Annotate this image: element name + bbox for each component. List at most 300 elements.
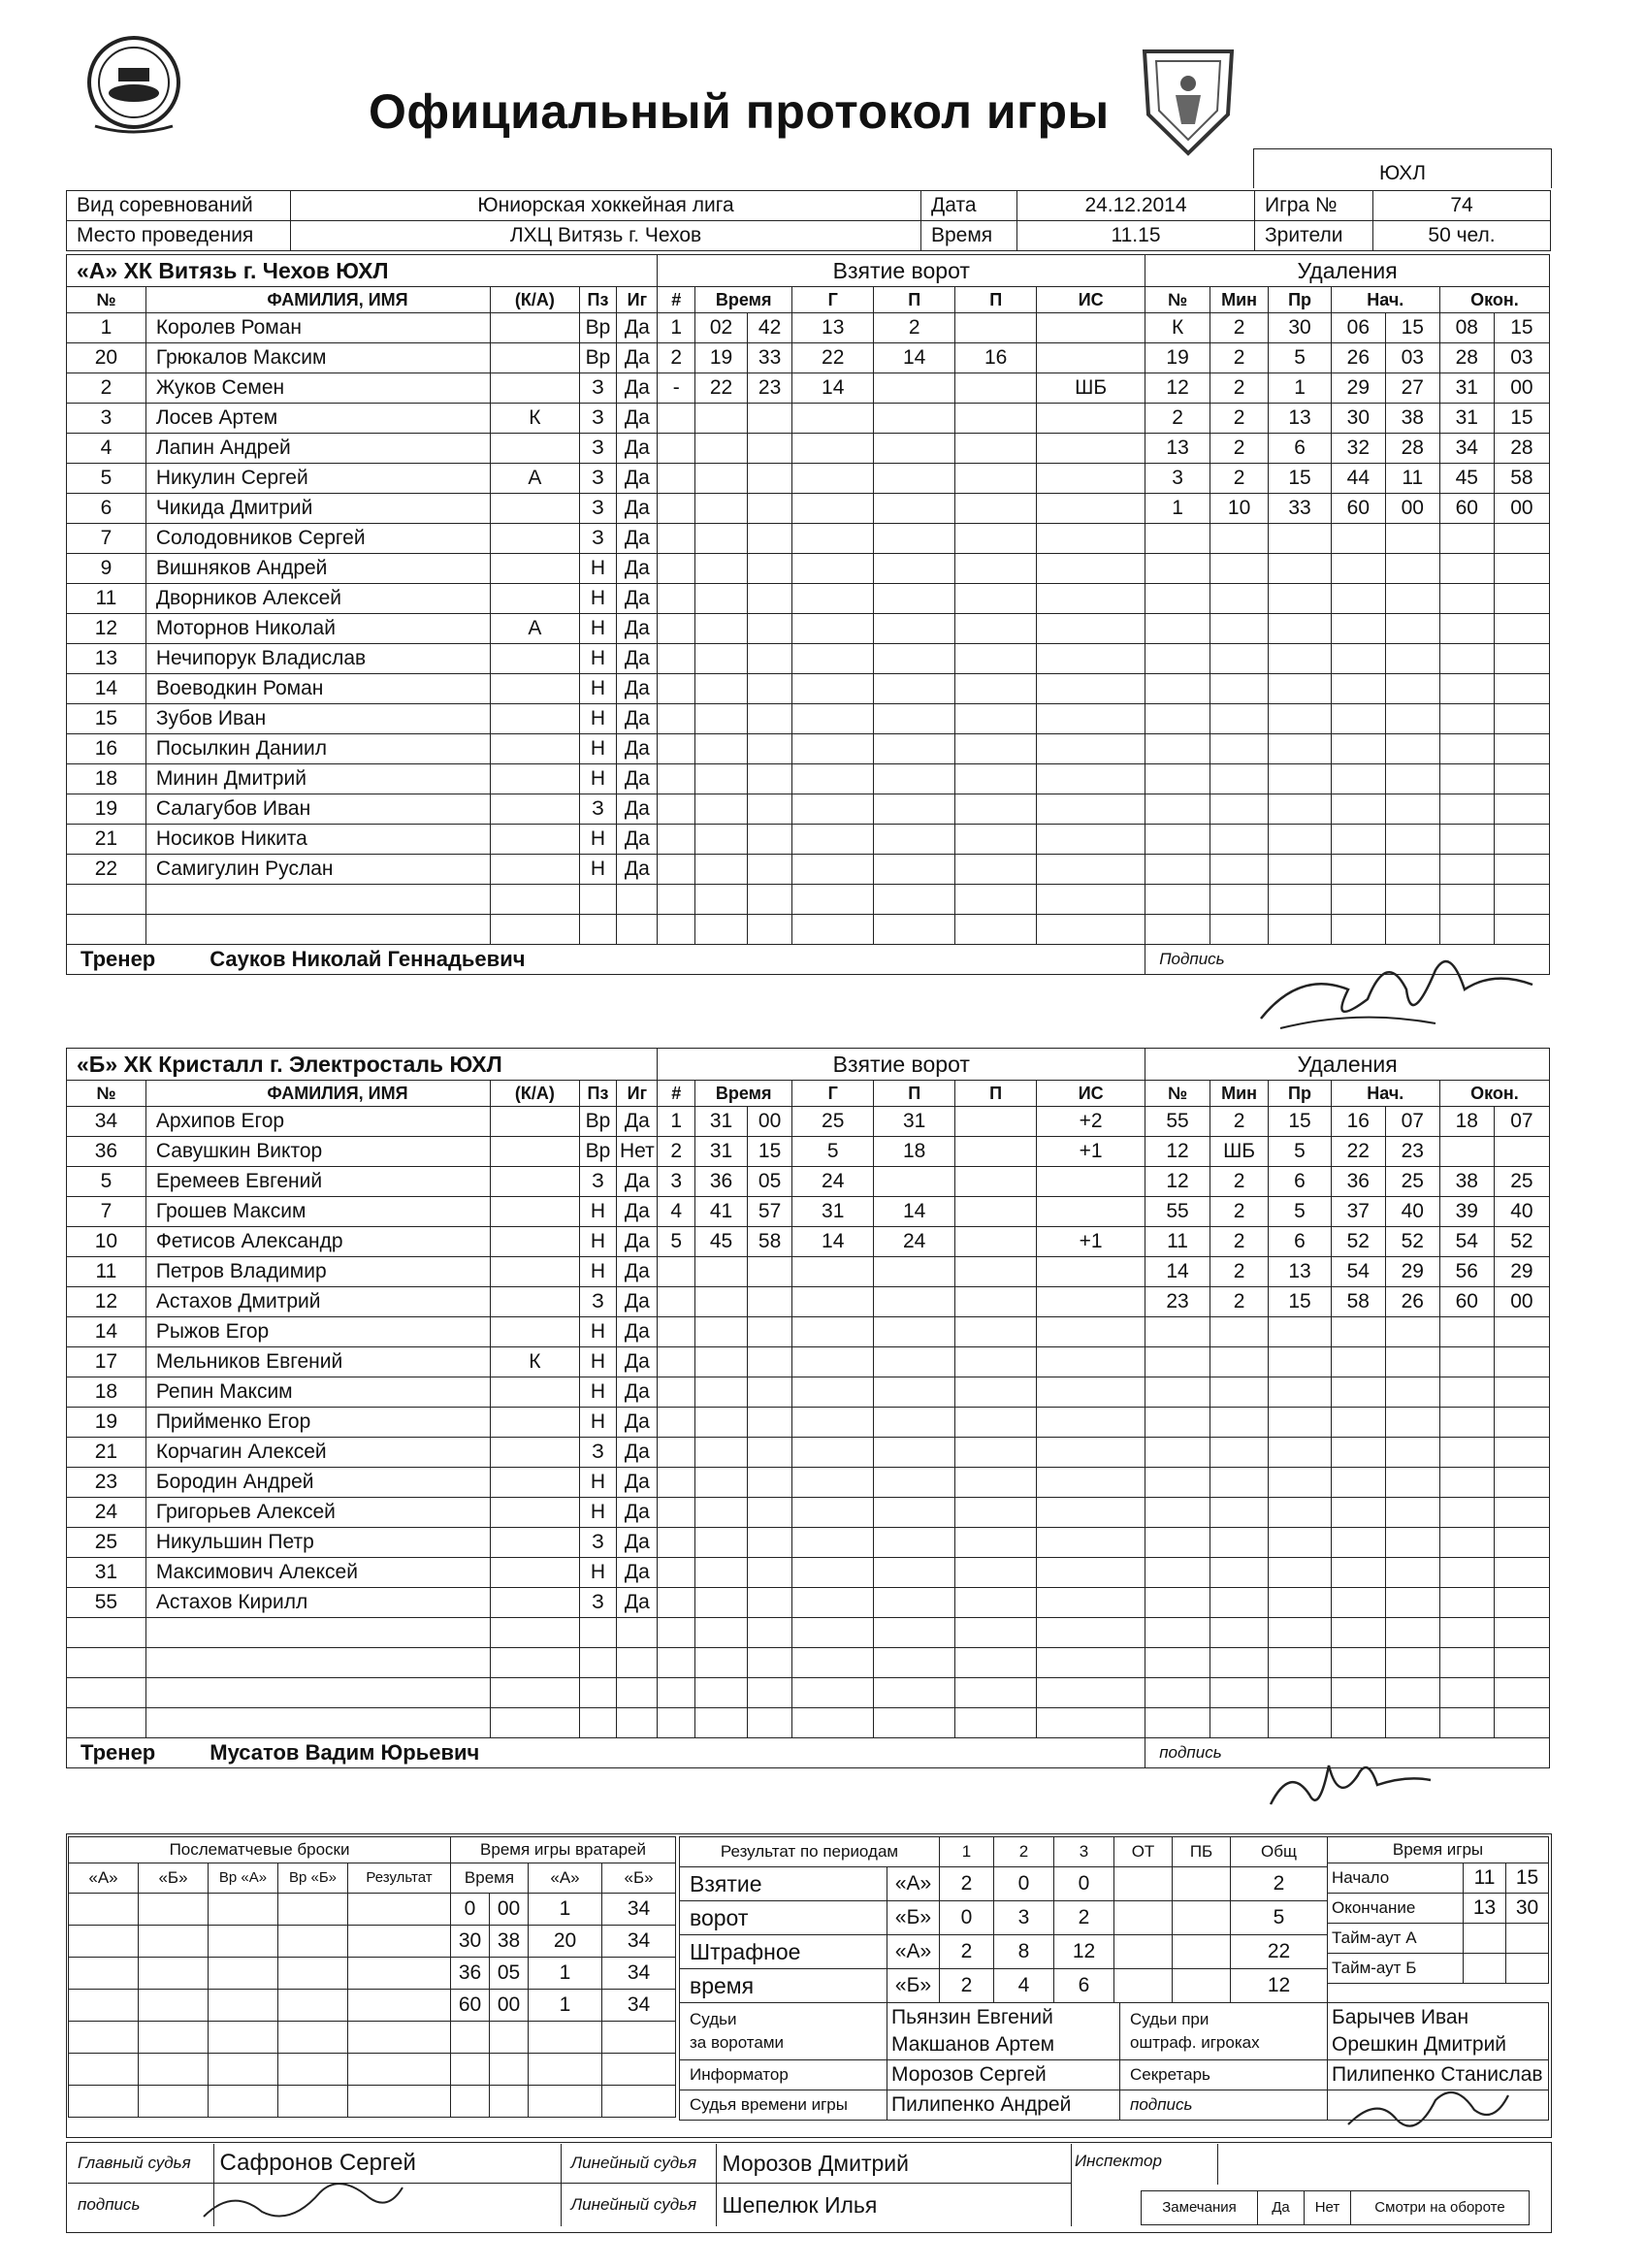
- shootout-title: Послематчевые броски: [69, 1837, 451, 1863]
- goal-scorer: 14: [792, 373, 874, 404]
- col-pen-reason: Пр: [1269, 1081, 1332, 1107]
- goal-scorer: [792, 554, 874, 584]
- penalty-start-min: 36: [1331, 1167, 1385, 1197]
- goal-situation: [1037, 644, 1145, 674]
- penalty-reason: 5: [1269, 343, 1332, 373]
- goal-assist-2: [955, 584, 1037, 614]
- col-goal-scorer: Г: [792, 287, 874, 313]
- timeout-b-m: [1506, 1954, 1549, 1984]
- period-col-ot: ОТ: [1114, 1837, 1173, 1867]
- shootout-row: [69, 1894, 451, 1926]
- penalty-end-min: [1439, 1528, 1494, 1558]
- goal-number: 1: [658, 1107, 695, 1137]
- penalty-minutes: [1210, 554, 1268, 584]
- table-row: [67, 1498, 1550, 1528]
- penalty-minutes: 2: [1210, 1287, 1268, 1317]
- period-col-2: 2: [994, 1837, 1054, 1867]
- player-number: 18: [67, 1377, 146, 1408]
- coach-name: Сауков Николай Геннадьевич: [210, 947, 526, 971]
- penalty-minutes: [1210, 1708, 1268, 1738]
- shootout-cell: [69, 1990, 139, 2022]
- penalty-reason: [1269, 1438, 1332, 1468]
- goal-assist-1: [874, 494, 955, 524]
- penalty-start-sec: [1385, 1708, 1439, 1738]
- shootout-col-a: «А»: [69, 1863, 139, 1894]
- penalty-reason: [1269, 764, 1332, 794]
- penalty-minutes: ШБ: [1210, 1137, 1268, 1167]
- goal-scorer: [792, 1377, 874, 1408]
- goal-judge-2: Макшанов Артем: [891, 2033, 1055, 2056]
- goal-assist-2: [955, 313, 1037, 343]
- period-value: 12: [1054, 1935, 1114, 1969]
- table-row: [67, 1708, 1550, 1738]
- goal-situation: +1: [1037, 1227, 1145, 1257]
- goal-number: [658, 464, 695, 494]
- goal-second: [747, 1648, 791, 1678]
- table-row: [67, 313, 1550, 343]
- penalty-start-sec: [1385, 1528, 1439, 1558]
- player-played: Да: [617, 704, 658, 734]
- period-value: 0: [994, 1867, 1054, 1901]
- player-role: [491, 1137, 580, 1167]
- penalty-start-sec: 00: [1385, 494, 1439, 524]
- penalty-minutes: [1210, 1317, 1268, 1347]
- goal-assist-2: [955, 1438, 1037, 1468]
- penalty-minutes: [1210, 794, 1268, 825]
- goal-second: [747, 794, 791, 825]
- penalty-end-sec: [1494, 764, 1549, 794]
- penalty-player: [1145, 674, 1210, 704]
- penalty-end-min: 18: [1439, 1107, 1494, 1137]
- table-row: [67, 524, 1550, 554]
- penalty-player: [1145, 734, 1210, 764]
- goal-assist-2: [955, 1257, 1037, 1287]
- period-row: [680, 1901, 1328, 1935]
- penalty-player: [1145, 915, 1210, 945]
- penalty-start-sec: 15: [1385, 313, 1439, 343]
- player-number: 1: [67, 313, 146, 343]
- penalties-section-title: Удаления: [1145, 1049, 1550, 1081]
- penalty-start-min: [1331, 1708, 1385, 1738]
- player-position: З: [579, 794, 617, 825]
- goal-assist-2: [955, 1528, 1037, 1558]
- penalty-reason: [1269, 1498, 1332, 1528]
- secretary-name: Пилипенко Станислав: [1328, 2060, 1549, 2090]
- goal-assist-2: [955, 1498, 1037, 1528]
- player-name: Савушкин Виктор: [145, 1137, 490, 1167]
- goal-number: [658, 855, 695, 885]
- player-role: [491, 704, 580, 734]
- shootout-cell: [209, 2086, 278, 2118]
- goal-second: 42: [747, 313, 791, 343]
- penalty-minutes: 2: [1210, 373, 1268, 404]
- player-name: Моторнов Николай: [145, 614, 490, 644]
- goal-assist-2: [955, 1618, 1037, 1648]
- goal-second: [747, 885, 791, 915]
- player-number: 25: [67, 1528, 146, 1558]
- penalty-minutes: [1210, 764, 1268, 794]
- player-number: 17: [67, 1347, 146, 1377]
- goal-assist-1: [874, 1468, 955, 1498]
- player-role: [491, 1558, 580, 1588]
- goal-situation: [1037, 1197, 1145, 1227]
- player-played: Да: [617, 855, 658, 885]
- penalty-minutes: [1210, 704, 1268, 734]
- table-row: [67, 734, 1550, 764]
- shootout-row: [69, 1990, 451, 2022]
- goal-situation: [1037, 1438, 1145, 1468]
- goal-assist-2: [955, 1347, 1037, 1377]
- penalty-player: [1145, 614, 1210, 644]
- goal-scorer: [792, 1618, 874, 1648]
- gk-row: [451, 2054, 676, 2086]
- goal-second: [747, 764, 791, 794]
- goal-assist-1: 14: [874, 1197, 955, 1227]
- gk-team-a: 1: [529, 1990, 602, 2022]
- player-name: Нечипорук Владислав: [145, 644, 490, 674]
- penalty-start-min: [1331, 885, 1385, 915]
- shootout-cell: [278, 1926, 348, 1958]
- penalty-end-min: [1439, 1618, 1494, 1648]
- penalty-reason: 5: [1269, 1137, 1332, 1167]
- goal-assist-2: 16: [955, 343, 1037, 373]
- penalty-player: [1145, 1648, 1210, 1678]
- goal-minute: [695, 1528, 748, 1558]
- penalty-minutes: [1210, 855, 1268, 885]
- penalty-minutes: 2: [1210, 404, 1268, 434]
- player-position: З: [579, 1588, 617, 1618]
- goal-minute: [695, 704, 748, 734]
- goal-number: 3: [658, 1167, 695, 1197]
- gk-team-a: 20: [529, 1926, 602, 1958]
- linesman-label-1: Линейный судья: [561, 2144, 716, 2184]
- penalty-minutes: 2: [1210, 434, 1268, 464]
- player-number: 2: [67, 373, 146, 404]
- see-back-label: Смотри на обороте: [1351, 2191, 1530, 2225]
- table-row: [67, 373, 1550, 404]
- goal-second: [747, 434, 791, 464]
- player-name: Фетисов Александр: [145, 1227, 490, 1257]
- player-number: 22: [67, 855, 146, 885]
- goal-number: [658, 644, 695, 674]
- gk-second: [490, 2054, 529, 2086]
- gk-team-b: 34: [602, 1926, 676, 1958]
- player-role: А: [491, 464, 580, 494]
- goal-number: [658, 1618, 695, 1648]
- player-played: Да: [617, 494, 658, 524]
- penalty-end-min: [1439, 1648, 1494, 1678]
- penalty-reason: [1269, 1317, 1332, 1347]
- player-name: Вишняков Андрей: [145, 554, 490, 584]
- player-played: Да: [617, 614, 658, 644]
- goal-minute: [695, 1678, 748, 1708]
- goal-assist-1: [874, 1618, 955, 1648]
- timeout-b-h: [1464, 1954, 1506, 1984]
- team-b-table: [66, 1048, 1550, 1768]
- player-name: Чикида Дмитрий: [145, 494, 490, 524]
- timeout-a-m: [1506, 1924, 1549, 1954]
- goal-assist-1: [874, 1558, 955, 1588]
- player-role: [491, 1408, 580, 1438]
- penalty-reason: [1269, 644, 1332, 674]
- col-num: №: [67, 1081, 146, 1107]
- goal-assist-1: [874, 1377, 955, 1408]
- goal-situation: [1037, 704, 1145, 734]
- goal-second: [747, 1347, 791, 1377]
- player-number: 11: [67, 1257, 146, 1287]
- player-position: Н: [579, 644, 617, 674]
- player-role: [491, 644, 580, 674]
- goal-scorer: [792, 1708, 874, 1738]
- penalty-start-min: 37: [1331, 1197, 1385, 1227]
- period-col-1: 1: [940, 1837, 994, 1867]
- penalty-end-sec: 25: [1494, 1167, 1549, 1197]
- penalty-end-min: 08: [1439, 313, 1494, 343]
- shootout-cell: [278, 2086, 348, 2118]
- goal-assist-2: [955, 1197, 1037, 1227]
- player-played: [617, 1708, 658, 1738]
- penalty-minutes: [1210, 644, 1268, 674]
- col-pen-num: №: [1145, 287, 1210, 313]
- penalty-judge-1: Барычев Иван: [1332, 2006, 1469, 2028]
- penalty-reason: 6: [1269, 434, 1332, 464]
- goal-scorer: [792, 1498, 874, 1528]
- goal-minute: [695, 1408, 748, 1438]
- goal-second: [747, 1377, 791, 1408]
- penalty-player: 12: [1145, 1167, 1210, 1197]
- chief-referee-label: Главный судья: [68, 2144, 213, 2184]
- penalty-end-sec: 07: [1494, 1107, 1549, 1137]
- goals-label-1: Взятие: [680, 1867, 887, 1901]
- penalty-start-min: [1331, 614, 1385, 644]
- goal-minute: [695, 855, 748, 885]
- player-played: Да: [617, 313, 658, 343]
- period-team: «Б»: [887, 1969, 940, 2003]
- goal-minute: [695, 1708, 748, 1738]
- gk-row: [451, 1990, 676, 2022]
- col-pen-start: Нач.: [1331, 287, 1439, 313]
- goal-assist-1: 14: [874, 343, 955, 373]
- table-row: [67, 1588, 1550, 1618]
- player-role: [491, 734, 580, 764]
- goal-situation: [1037, 1678, 1145, 1708]
- goal-minute: [695, 1347, 748, 1377]
- penalty-minutes: [1210, 1438, 1268, 1468]
- goal-situation: [1037, 1408, 1145, 1438]
- player-number: 12: [67, 1287, 146, 1317]
- goal-second: [747, 1468, 791, 1498]
- date-label: Дата: [921, 191, 1017, 221]
- goal-assist-2: [955, 855, 1037, 885]
- gk-team-b: 34: [602, 1894, 676, 1926]
- penalty-player: 14: [1145, 1257, 1210, 1287]
- goal-assist-2: [955, 1558, 1037, 1588]
- table-row: [67, 1408, 1550, 1438]
- goal-scorer: [792, 524, 874, 554]
- player-position: З: [579, 1167, 617, 1197]
- penalty-player: [1145, 554, 1210, 584]
- period-value: 6: [1054, 1969, 1114, 2003]
- goal-assist-2: [955, 554, 1037, 584]
- penalty-start-sec: 25: [1385, 1167, 1439, 1197]
- col-goal-situation: ИС: [1037, 1081, 1145, 1107]
- goal-minute: [695, 644, 748, 674]
- goal-minute: [695, 464, 748, 494]
- penalty-end-sec: 52: [1494, 1227, 1549, 1257]
- goal-assist-2: [955, 1408, 1037, 1438]
- goal-minute: [695, 915, 748, 945]
- goal-second: [747, 1438, 791, 1468]
- player-number: 5: [67, 1167, 146, 1197]
- goal-number: 2: [658, 1137, 695, 1167]
- player-role: [491, 1257, 580, 1287]
- player-played: Да: [617, 1528, 658, 1558]
- player-number: 6: [67, 494, 146, 524]
- goal-scorer: [792, 674, 874, 704]
- goal-number: 5: [658, 1227, 695, 1257]
- player-name: Посылкин Даниил: [145, 734, 490, 764]
- goal-scorer: [792, 494, 874, 524]
- penalty-end-min: 39: [1439, 1197, 1494, 1227]
- goal-assist-2: [955, 1648, 1037, 1678]
- player-name: [145, 1708, 490, 1738]
- player-role: К: [491, 404, 580, 434]
- player-name: Лосев Артем: [145, 404, 490, 434]
- penalty-reason: [1269, 554, 1332, 584]
- player-played: Да: [617, 373, 658, 404]
- penalty-minutes: [1210, 1468, 1268, 1498]
- penalty-player: [1145, 1347, 1210, 1377]
- player-name: Астахов Кирилл: [145, 1588, 490, 1618]
- goal-number: -: [658, 373, 695, 404]
- penalty-minutes: [1210, 524, 1268, 554]
- penalty-start-min: 54: [1331, 1257, 1385, 1287]
- goal-second: [747, 855, 791, 885]
- goal-assist-2: [955, 1227, 1037, 1257]
- goal-assist-1: [874, 674, 955, 704]
- goal-scorer: [792, 1558, 874, 1588]
- penalty-player: [1145, 764, 1210, 794]
- penalty-player: [1145, 794, 1210, 825]
- goal-number: [658, 434, 695, 464]
- penalty-player: [1145, 1588, 1210, 1618]
- goal-number: [658, 794, 695, 825]
- penalty-start-min: [1331, 1317, 1385, 1347]
- period-value: 8: [994, 1935, 1054, 1969]
- goal-assist-2: [955, 464, 1037, 494]
- col-num: №: [67, 287, 146, 313]
- penalty-end-min: 28: [1439, 343, 1494, 373]
- player-role: [491, 1678, 580, 1708]
- goal-situation: [1037, 494, 1145, 524]
- goal-number: [658, 1347, 695, 1377]
- penalty-player: [1145, 1618, 1210, 1648]
- team-b-block: [66, 1048, 1550, 1768]
- penalty-reason: [1269, 614, 1332, 644]
- table-row: [67, 343, 1550, 373]
- player-number: 5: [67, 464, 146, 494]
- player-name: Жуков Семен: [145, 373, 490, 404]
- goal-assist-2: [955, 915, 1037, 945]
- player-role: А: [491, 614, 580, 644]
- goal-minute: [695, 674, 748, 704]
- goal-situation: [1037, 1498, 1145, 1528]
- player-name: Архипов Егор: [145, 1107, 490, 1137]
- penalty-minutes: [1210, 584, 1268, 614]
- penalty-end-sec: [1494, 1618, 1549, 1648]
- goal-scorer: 22: [792, 343, 874, 373]
- penalty-end-min: [1439, 1347, 1494, 1377]
- penalty-end-sec: [1494, 1558, 1549, 1588]
- time-value: 11.15: [1017, 221, 1255, 251]
- penalty-start-sec: [1385, 1678, 1439, 1708]
- penalty-minutes: [1210, 1498, 1268, 1528]
- penalty-minutes: [1210, 1528, 1268, 1558]
- penalty-end-sec: [1494, 1377, 1549, 1408]
- player-played: Да: [617, 1197, 658, 1227]
- goal-situation: [1037, 794, 1145, 825]
- player-name: Зубов Иван: [145, 704, 490, 734]
- penalty-end-min: 45: [1439, 464, 1494, 494]
- period-team: «А»: [887, 1867, 940, 1901]
- player-position: Н: [579, 614, 617, 644]
- penalty-start-sec: [1385, 734, 1439, 764]
- penalty-end-sec: 15: [1494, 313, 1549, 343]
- penalty-end-sec: [1494, 674, 1549, 704]
- goal-minute: [695, 734, 748, 764]
- periods-title: Результат по периодам: [680, 1837, 940, 1867]
- shootout-cell: [209, 1894, 278, 1926]
- penalty-start-min: 30: [1331, 404, 1385, 434]
- penalty-judges-label-1: Судьи при: [1130, 2010, 1210, 2028]
- goal-assist-1: [874, 1287, 955, 1317]
- goal-assist-1: [874, 764, 955, 794]
- player-position: Н: [579, 1227, 617, 1257]
- goal-situation: [1037, 885, 1145, 915]
- player-played: Да: [617, 644, 658, 674]
- penalty-start-min: [1331, 764, 1385, 794]
- goal-scorer: 13: [792, 313, 874, 343]
- goal-number: [658, 1528, 695, 1558]
- col-assist-1: П: [874, 287, 955, 313]
- table-row: [67, 1468, 1550, 1498]
- penalty-end-sec: 29: [1494, 1257, 1549, 1287]
- goal-second: [747, 1558, 791, 1588]
- penalty-end-min: 34: [1439, 434, 1494, 464]
- penalty-end-sec: 28: [1494, 434, 1549, 464]
- goal-minute: [695, 794, 748, 825]
- goal-scorer: [792, 1408, 874, 1438]
- player-role: [491, 1317, 580, 1347]
- goal-scorer: [792, 1528, 874, 1558]
- goal-assist-2: [955, 734, 1037, 764]
- penalty-reason: 15: [1269, 1287, 1332, 1317]
- goal-second: 05: [747, 1167, 791, 1197]
- goal-number: [658, 1257, 695, 1287]
- table-row: [67, 885, 1550, 915]
- player-name: Никульшин Петр: [145, 1528, 490, 1558]
- table-row: [67, 644, 1550, 674]
- game-time-title: Время игры: [1328, 1837, 1549, 1863]
- goal-minute: 22: [695, 373, 748, 404]
- shootout-col-gka: Вр «А»: [209, 1863, 278, 1894]
- coach-cell: [67, 1738, 1145, 1768]
- table-row: [67, 1317, 1550, 1347]
- col-ka: (К/А): [491, 287, 580, 313]
- penalty-reason: 5: [1269, 1197, 1332, 1227]
- player-role: [491, 1528, 580, 1558]
- goal-assist-2: [955, 1287, 1037, 1317]
